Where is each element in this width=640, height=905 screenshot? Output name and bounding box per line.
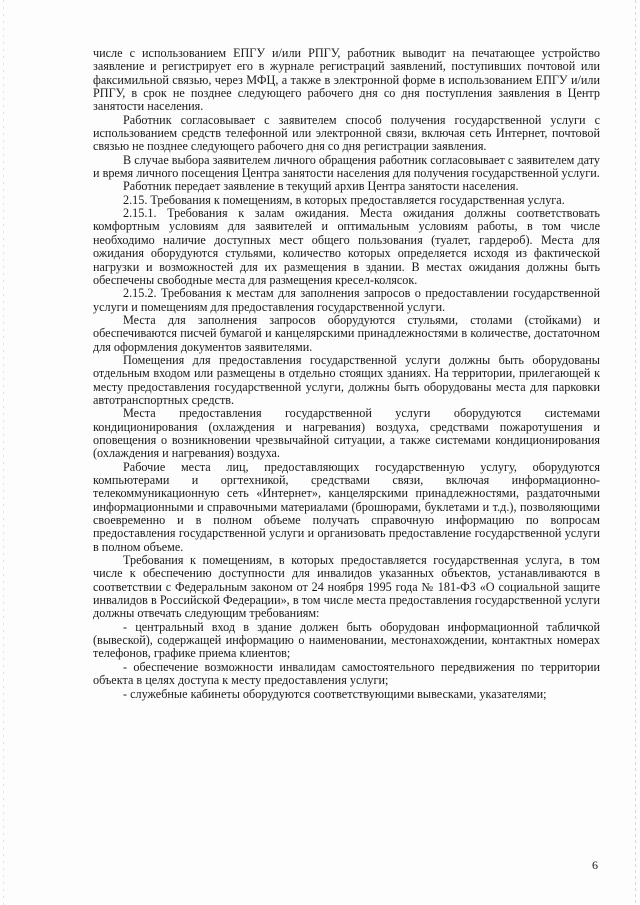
paragraph-request-places: Места для заполнения запросов оборудуются стульями, столами (стойками) и обеспечиваются писчей бумагой и канцелярскими принадлежностями в количестве, достаточном для оформления документов заявителями. (93, 312, 600, 354)
document-body (93, 47, 600, 701)
list-item-entrance-sign: - центральный вход в здание должен быть оборудован информационной табличкой (вывеской), содержащей информацию о наименовании, местонахождении, контактных номерах телефонов, графике приема клиентов; (93, 619, 600, 661)
paragraph-accessibility: Требования к помещениям, в которых предоставляется государственная услуга, в том числе к обеспечению доступности для инвалидов указанных объектов, устанавливаются в соответствии с Федеральным законом от 24 ноября 1995 года № 181-ФЗ «О социальной защите инвалидов в Российской Федерации», в том числе места предоставления государственной услуги должны отвечать следующим требованиям: (93, 553, 600, 621)
paragraph-premises-entrance: Помещения для предоставления государственной услуги должны быть оборудованы отдельным входом или размещены в отдельно стоящих зданиях. На территории, прилегающей к месту предоставления государственной услуги, должны быть оборудованы места для парковки автотранспортных средств. (93, 352, 600, 407)
scan-edge-right (635, 0, 636, 905)
scan-edge-left (3, 0, 4, 905)
list-item-office-signs: - служебные кабинеты оборудуются соответствующими вывесками, указателями; (123, 686, 547, 701)
section-heading-2-15: 2.15. Требования к помещениям, в которых предоставляется государственная услуга. (123, 192, 565, 207)
paragraph-workplaces: Рабочие места лиц, предоставляющих государственную услугу, оборудуются компьютерами и оргтехникой, средствами связи, включая информационно-телекоммуникационную сеть «Интернет», канцелярскими принадлежностями, раздаточными информационными и справочными материалами (брошюрами, буклетами и т.д.), позволяющими своевременно и в полном объеме получать справочную информацию по вопросам предоставления государственной услуги и организовать предоставление государственной услуги в полном объеме. (93, 459, 600, 554)
page-number: 6 (592, 858, 598, 872)
paragraph-2-15-1: 2.15.1. Требования к залам ожидания. Места ожидания должны соответствовать комфортным условиям для заявителей и оптимальным условиям работы, в том числе необходимо наличие доступных мест общего пользования (туалет, гардероб). Места для ожидания оборудуются стульями, количество которых определяется исходя из фактической нагрузки и возможностей для их размещения в здании. В местах ожидания должны быть обеспечены свободные места для размещения кресел-колясок. (93, 206, 600, 287)
paragraph-continuation: числе с использованием ЕПГУ и/или РПГУ, работник выводит на печатающее устройство заявление и регистрирует его в журнале регистраций заявлений, поступивших почтовой или факсимильной связью, через МФЦ, а также в электронной форме в использованием ЕПГУ и/или РПГУ, в срок не позднее следующего рабочего дня со дня поступления заявления в Центр занятости населения. (93, 46, 600, 114)
paragraph-conditioning: Места предоставления государственной услуги оборудуются системами кондиционирования (охлаждения и нагревания) воздуха, средствами пожаротушения и оповещения о возникновении чрезвычайной ситуации, а также системами кондиционирования (охлаждения и нагревания) воздуха. (93, 406, 600, 461)
list-item-mobility: - обеспечение возможности инвалидам самостоятельного передвижения по территории объекта в целях доступа к месту предоставления услуги; (93, 659, 600, 688)
paragraph-personal-visit: В случае выбора заявителем личного обращения работник согласовывает с заявителем дату и время личного посещения Центра занятости населения для получения государственной услуги. (93, 152, 600, 181)
paragraph-archive: Работник передает заявление в текущий архив Центра занятости населения. (123, 179, 519, 194)
paragraph-notification-method: Работник согласовывает с заявителем способ получения государственной услуги с использованием средств телефонной или электронной связи, включая сеть Интернет, почтовой связью не позднее следующего рабочего дня со дня регистрации заявления. (93, 112, 600, 154)
paragraph-2-15-2: 2.15.2. Требования к местам для заполнения запросов о предоставлении государственной услуги и помещениям для предоставления государственной услуги. (93, 286, 600, 314)
